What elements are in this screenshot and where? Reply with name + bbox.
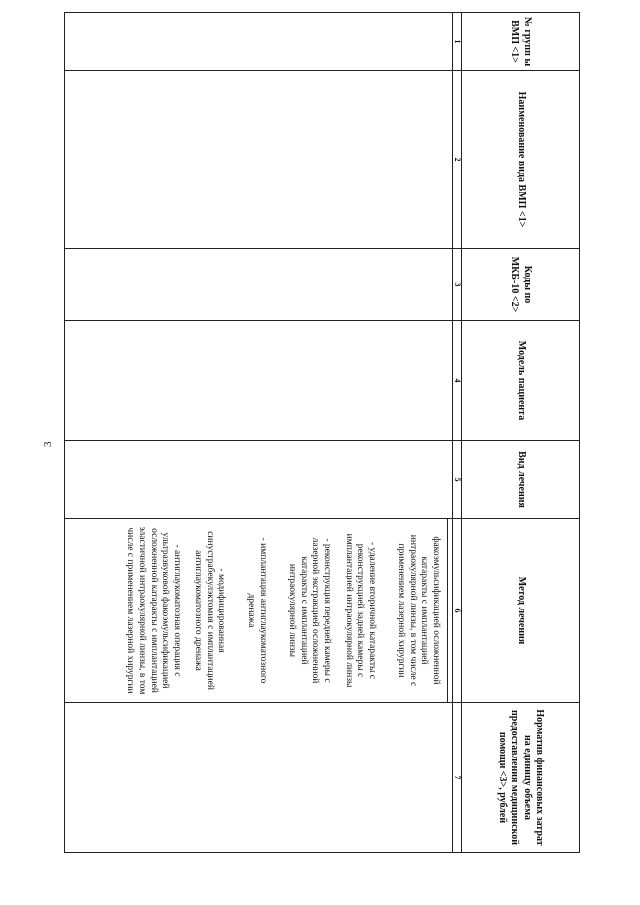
method-item: - имплантация антиглаукоматозного дренажа [246, 537, 268, 684]
column-number: 5 [453, 441, 462, 519]
method-item: - модифицированная синустрабекулэктомия с имплантацией антиглаукоматозного дренажа [193, 531, 227, 690]
header-row [462, 13, 580, 853]
cell-treatment-type [65, 441, 453, 519]
method-item: - реконструкция передней камеры с лазерной экстракцией осложненной катаракты с имплантацией интраокулярной линзы [287, 537, 332, 684]
column-number: 2 [453, 71, 462, 249]
medical-care-table [64, 12, 580, 853]
header-vmp-type-name: Наименование вида ВМП <1> [462, 71, 580, 249]
cell-treatment-method [65, 519, 453, 703]
cell-divider [447, 519, 448, 702]
cell-cost-standard [65, 703, 453, 853]
cell-patient-model [65, 321, 453, 441]
column-number: 7 [453, 703, 462, 853]
header-treatment-method: Метод лечения [462, 519, 580, 703]
table-row [65, 13, 453, 853]
column-number: 4 [453, 321, 462, 441]
cell-icd10-codes [65, 249, 453, 321]
header-icd10-codes: Коды по МКБ-10 <2> [462, 249, 580, 321]
header-treatment-type: Вид лечения [462, 441, 580, 519]
column-number-row [453, 13, 462, 853]
header-group-number: № групп ы ВМП <1> [462, 13, 580, 71]
method-item: - удаление вторичной катаракты с реконструкцией задней камеры с имплантацией интраокулярной линзы [343, 533, 377, 688]
method-item: - антиглаукоматозная операция с ультразвуковой факоэмульсификацией осложненной катаракты с имплантацией эластичной интраокулярной линзы, в том числе с применением лазерной хирургии [125, 526, 182, 695]
method-item: факоэмульсификацией осложненной катаракты с имплантацией интраокулярной линзы, в том числе с применением лазерной хирургии [396, 534, 441, 687]
column-number: 3 [453, 249, 462, 321]
column-number: 1 [453, 13, 462, 71]
cell-group-number [65, 13, 453, 71]
column-number: 6 [453, 519, 462, 703]
page-number: 3 [42, 441, 54, 447]
header-patient-model: Модель пациента [462, 321, 580, 441]
header-cost-standard: Норматив финансовых затрат на единицу объема предоставления медицинской помощи <3>, рублей [462, 703, 580, 853]
cell-vmp-type-name [65, 71, 453, 249]
